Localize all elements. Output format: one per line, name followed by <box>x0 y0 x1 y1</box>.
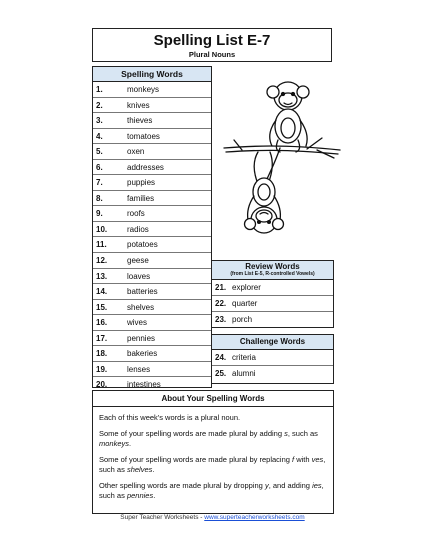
word-number: 7. <box>96 178 103 188</box>
word-text: potatoes <box>127 240 158 250</box>
word-text: pennies <box>127 333 156 343</box>
word-number: 21. <box>215 283 227 292</box>
word-row <box>93 98 211 114</box>
word-number: 23. <box>215 315 227 324</box>
challenge-words-list <box>212 350 333 382</box>
review-words-header <box>212 261 333 280</box>
challenge-words-header: Challenge Words <box>212 335 333 350</box>
word-row <box>93 160 211 176</box>
word-row <box>93 113 211 129</box>
word-number: 12. <box>96 256 108 266</box>
word-text: alumni <box>232 369 256 378</box>
word-number: 20. <box>96 380 108 390</box>
word-number: 8. <box>96 193 103 203</box>
word-text: quarter <box>232 299 258 308</box>
word-text: roofs <box>127 209 145 219</box>
word-row <box>93 175 211 191</box>
word-text: lenses <box>127 364 151 374</box>
footer <box>0 514 425 521</box>
word-text: loaves <box>127 271 151 281</box>
word-number: 19. <box>96 364 108 374</box>
word-row <box>93 144 211 160</box>
challenge-words-table <box>211 334 334 384</box>
word-text: oxen <box>127 147 145 157</box>
word-number: 18. <box>96 349 108 359</box>
about-paragraph-1: Each of this week's words is a plural noun. <box>99 413 241 422</box>
word-number: 22. <box>215 299 227 308</box>
word-number: 17. <box>96 333 108 343</box>
word-text: shelves <box>127 302 155 312</box>
word-number: 10. <box>96 224 108 234</box>
word-row <box>93 362 211 378</box>
word-row <box>93 237 211 253</box>
word-text: bakeries <box>127 349 158 359</box>
word-text: porch <box>232 315 253 324</box>
word-text: knives <box>127 100 150 110</box>
spelling-words-list <box>93 82 211 393</box>
word-row <box>93 269 211 285</box>
review-words-list <box>212 280 333 328</box>
word-row <box>212 366 333 382</box>
word-text: addresses <box>127 162 164 172</box>
word-row <box>93 191 211 207</box>
word-text: wives <box>127 318 148 328</box>
review-words-table <box>211 260 334 328</box>
word-row <box>212 312 333 328</box>
about-section <box>92 390 334 514</box>
about-header: About Your Spelling Words <box>93 391 333 407</box>
word-number: 13. <box>96 271 108 281</box>
spelling-words-header: Spelling Words <box>93 67 211 82</box>
word-text: geese <box>127 256 149 266</box>
word-number: 14. <box>96 287 108 297</box>
word-text: criteria <box>232 353 257 362</box>
word-row <box>93 129 211 145</box>
word-text: families <box>127 193 155 203</box>
about-paragraph-3: Some of your spelling words are made plural by replacing f with ves, such as shelves. <box>99 455 326 474</box>
word-number: 9. <box>96 209 103 219</box>
word-text: radios <box>127 224 149 234</box>
word-row <box>93 300 211 316</box>
word-row <box>93 82 211 98</box>
word-row <box>93 331 211 347</box>
page-title: Spelling List E-7 <box>153 32 271 49</box>
title-box <box>92 28 332 62</box>
word-row <box>93 346 211 362</box>
about-paragraph-2: Some of your spelling words are made plural by adding s, such as monkeys. <box>99 429 318 448</box>
word-number: 11. <box>96 240 107 250</box>
word-row <box>93 222 211 238</box>
word-number: 3. <box>96 116 103 126</box>
word-number: 2. <box>96 100 103 110</box>
word-text: thieves <box>127 116 153 126</box>
word-text: puppies <box>127 178 156 188</box>
word-row <box>212 280 333 296</box>
word-row <box>93 206 211 222</box>
word-row <box>93 253 211 269</box>
review-words-title: Review Words <box>245 262 300 271</box>
word-number: 1. <box>96 85 103 94</box>
word-text: batteries <box>127 287 158 297</box>
word-text: intestines <box>127 380 161 390</box>
word-row <box>212 350 333 366</box>
word-number: 4. <box>96 131 103 141</box>
word-number: 5. <box>96 147 103 157</box>
page-subtitle: Plural Nouns <box>188 50 236 59</box>
spelling-words-table <box>92 66 212 388</box>
footer-brand: Super Teacher Worksheets - <box>120 514 205 521</box>
review-words-subtitle: (from List E-5, R-controlled Vowels) <box>230 271 315 277</box>
word-row <box>93 284 211 300</box>
word-number: 25. <box>215 369 227 378</box>
monkeys-illustration <box>222 70 342 260</box>
word-number: 6. <box>96 162 103 172</box>
word-text: explorer <box>232 283 261 292</box>
word-number: 24. <box>215 353 227 362</box>
footer-link[interactable]: www.superteacherworksheets.com <box>204 514 305 521</box>
word-text: monkeys <box>127 85 160 94</box>
word-row <box>93 315 211 331</box>
word-number: 15. <box>96 302 108 312</box>
word-number: 16. <box>96 318 108 328</box>
word-row <box>212 296 333 312</box>
word-text: tomatoes <box>127 131 160 141</box>
about-paragraph-4: Other spelling words are made plural by dropping y, and adding ies, such as pennies. <box>99 481 324 500</box>
